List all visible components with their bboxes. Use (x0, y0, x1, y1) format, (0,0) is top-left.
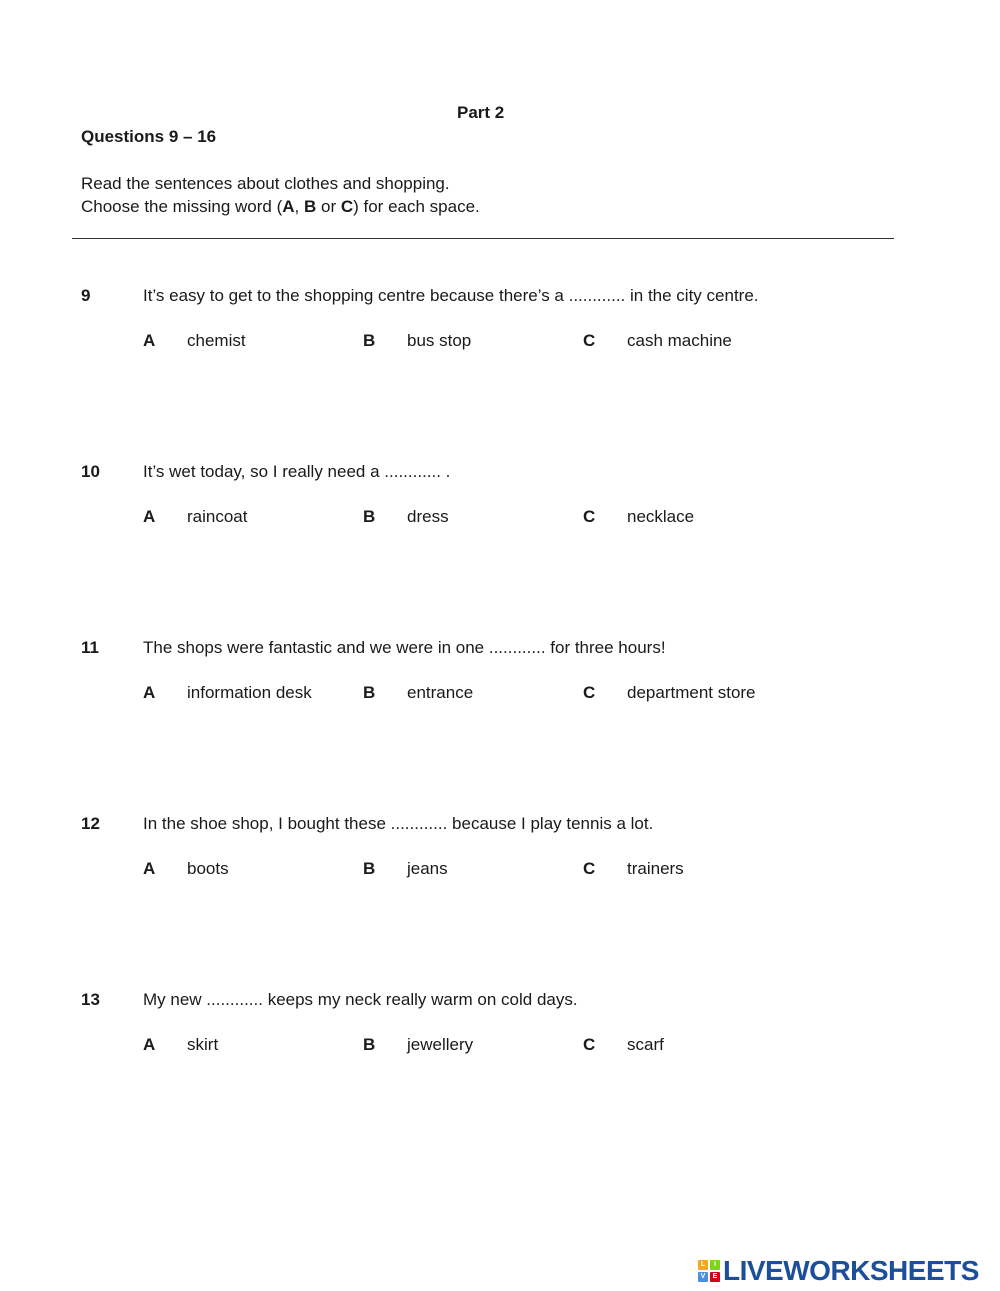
question-number: 11 (81, 638, 99, 657)
option-a[interactable]: information desk (187, 683, 312, 702)
question-text: It’s easy to get to the shopping centre because there’s a ............ in the city centre. (143, 286, 759, 305)
option-letter-b: B (363, 859, 376, 878)
question-text: My new ............ keeps my neck really warm on cold days. (143, 990, 578, 1009)
option-c[interactable]: scarf (627, 1035, 664, 1054)
question-11 (0, 638, 1000, 718)
logo-text: LIVEWORKSHEETS (723, 1255, 979, 1286)
logo-icon (698, 1260, 720, 1282)
option-b[interactable]: entrance (407, 683, 474, 702)
option-b[interactable]: jeans (407, 859, 448, 878)
question-number: 10 (81, 462, 100, 481)
option-c[interactable]: trainers (627, 859, 684, 878)
option-letter-b: B (363, 1035, 376, 1054)
option-a[interactable]: boots (187, 859, 229, 878)
logo-block-v: V (698, 1272, 708, 1282)
instruction-letter-a: A (282, 197, 295, 216)
instruction-line-2 (81, 195, 480, 218)
divider (72, 238, 894, 239)
instruction-letter-c: C (340, 197, 354, 216)
question-number: 9 (81, 286, 91, 305)
logo-block-e: E (710, 1272, 720, 1282)
option-a[interactable]: skirt (187, 1035, 219, 1054)
question-text: It’s wet today, so I really need a ............ . (143, 462, 451, 481)
instructions (81, 172, 480, 218)
questions-range: Questions 9 – 16 (81, 127, 217, 146)
question-13 (0, 990, 1000, 1070)
instruction-or: or (316, 197, 341, 216)
option-c[interactable]: cash machine (627, 331, 732, 350)
instruction-pre: Choose the missing word ( (81, 197, 283, 216)
question-9 (0, 286, 1000, 366)
option-letter-c: C (583, 331, 596, 350)
option-letter-a: A (143, 859, 156, 878)
option-letter-c: C (583, 683, 596, 702)
question-number: 13 (81, 990, 100, 1009)
option-b[interactable]: dress (407, 507, 449, 526)
question-number: 12 (81, 814, 100, 833)
option-letter-a: A (143, 507, 156, 526)
option-letter-b: B (363, 683, 376, 702)
option-letter-a: A (143, 683, 156, 702)
option-a[interactable]: raincoat (187, 507, 248, 526)
option-letter-a: A (143, 331, 156, 350)
option-a[interactable]: chemist (187, 331, 246, 350)
option-letter-c: C (583, 859, 596, 878)
liveworksheets-logo[interactable] (698, 1257, 979, 1285)
option-letter-a: A (143, 1035, 156, 1054)
instruction-sep: , (294, 197, 304, 216)
question-text: In the shoe shop, I bought these ............ because I play tennis a lot. (143, 814, 654, 833)
option-c[interactable]: department store (627, 683, 756, 702)
option-letter-b: B (363, 331, 376, 350)
option-letter-c: C (583, 1035, 596, 1054)
instruction-post: ) for each space. (353, 197, 480, 216)
option-letter-b: B (363, 507, 376, 526)
question-10 (0, 462, 1000, 542)
question-12 (0, 814, 1000, 894)
option-b[interactable]: jewellery (407, 1035, 474, 1054)
option-b[interactable]: bus stop (407, 331, 472, 350)
part-title: Part 2 (457, 103, 505, 122)
instruction-line-1: Read the sentences about clothes and shopping. (81, 174, 450, 193)
option-c[interactable]: necklace (627, 507, 695, 526)
logo-block-i: I (710, 1260, 720, 1270)
question-text: The shops were fantastic and we were in one ............ for three hours! (143, 638, 666, 657)
option-letter-c: C (583, 507, 596, 526)
instruction-letter-b: B (304, 197, 317, 216)
logo-block-l: L (698, 1260, 708, 1270)
